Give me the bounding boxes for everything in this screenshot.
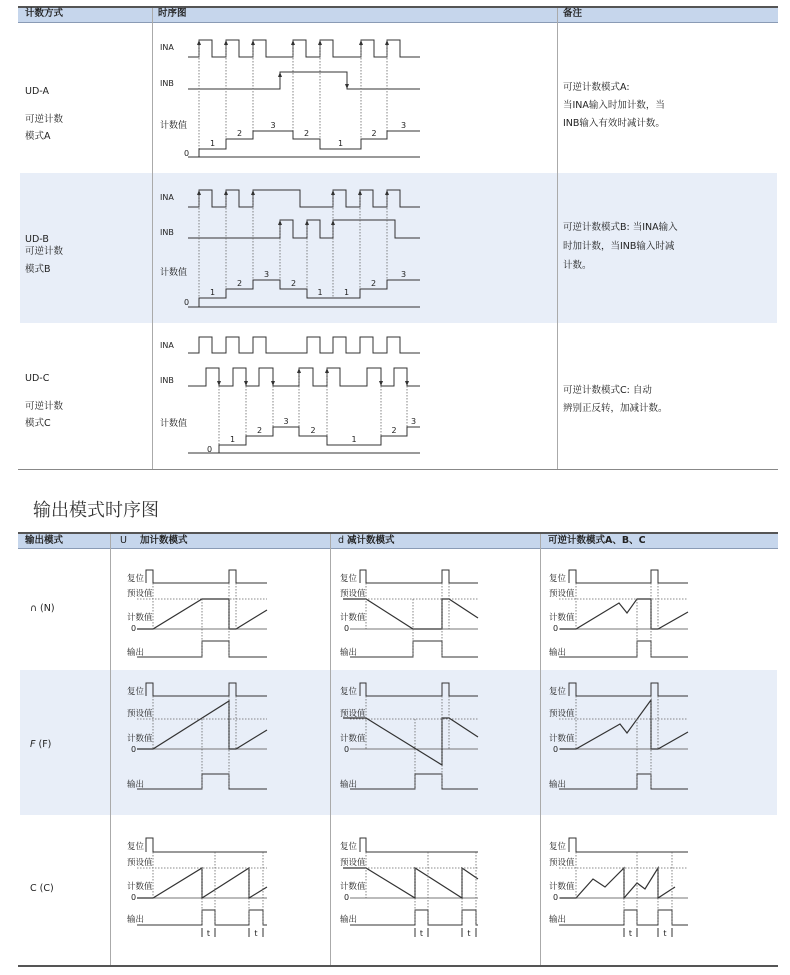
pulse-width-t-label: t: [419, 929, 424, 938]
count-value: 2: [290, 279, 297, 288]
count-value-label: 计数值: [340, 613, 366, 623]
count-waveform: [560, 700, 688, 749]
count-value: 1: [209, 139, 216, 148]
mode-label: (F): [38, 739, 52, 750]
output-label: 输出: [127, 780, 145, 790]
output-label: 输出: [549, 648, 567, 658]
count-value-label: 计数值: [127, 734, 153, 744]
count-value-label: 计数值: [549, 882, 575, 892]
output-waveform: [350, 641, 478, 657]
output-label: 输出: [549, 915, 567, 925]
output-waveform: [559, 910, 688, 925]
mode-f-glyph-icon: F: [30, 739, 36, 750]
count-value: 1: [337, 139, 344, 148]
output-label: 输出: [340, 780, 358, 790]
arrow-up-icon: [385, 40, 389, 45]
arrow-up-icon: [291, 40, 295, 45]
count-value: 1: [229, 435, 236, 444]
reset-label: 复位: [549, 574, 567, 584]
count-value: 2: [303, 129, 310, 138]
arrow-down-icon: [271, 381, 275, 386]
reset-label: 复位: [127, 574, 145, 584]
reset-label: 复位: [127, 687, 145, 697]
arrow-down-icon: [244, 381, 248, 386]
preset-label: 预设值: [340, 858, 366, 868]
reset-label: 复位: [549, 687, 567, 697]
header-timing-chart: 时序图: [158, 8, 187, 19]
output-label: 输出: [340, 915, 358, 925]
arrow-up-icon: [251, 190, 255, 195]
mode-c-glyph-icon: C: [30, 883, 37, 894]
reset-label: 复位: [340, 574, 358, 584]
mode-desc: 可逆计数: [25, 114, 64, 125]
inb-label: INB: [160, 376, 174, 385]
header-up-count: 加计数模式: [140, 535, 188, 546]
count-value: 1: [351, 435, 357, 444]
arrow-up-icon: [278, 72, 282, 77]
reset-label: 复位: [340, 687, 358, 697]
header-counting-mode: 计数方式: [25, 8, 64, 19]
header-notes: 备注: [563, 8, 583, 19]
count-value: 1: [209, 288, 216, 297]
note-line: INB输入有效时减计数。: [563, 118, 665, 129]
zero-label: 0: [184, 149, 190, 158]
preset-label: 预设值: [127, 589, 153, 599]
preset-label: 预设值: [127, 858, 153, 868]
count-value-label: 计数值: [549, 613, 575, 623]
mode-name: UD-A: [25, 86, 49, 97]
count-value: 3: [400, 121, 407, 130]
pulse-width-t-label: t: [663, 929, 667, 938]
pulse-width-t-label: t: [628, 929, 633, 938]
arrow-up-icon: [385, 190, 389, 195]
arrow-up-icon: [297, 368, 301, 373]
zero-label: 0: [207, 445, 213, 454]
reset-waveform: [569, 838, 688, 852]
reset-waveform: [360, 570, 478, 583]
arrow-up-icon: [278, 220, 282, 225]
count-value-label: 计数值: [549, 734, 575, 744]
count-value-label: 计数值: [160, 419, 188, 429]
inb-waveform: [188, 220, 420, 238]
arrow-up-icon: [251, 40, 255, 45]
count-value: 3: [270, 121, 276, 130]
ina-label: INA: [160, 341, 174, 350]
header-down-count: 减计数模式: [347, 535, 395, 546]
mode-name: UD-B: [25, 234, 49, 245]
inb-waveform: [188, 72, 420, 89]
note-line: 当INA输入时加计数，当: [563, 100, 665, 111]
up-count-glyph-icon: U: [120, 535, 127, 546]
count-value: 2: [370, 279, 377, 288]
count-value: 2: [236, 129, 243, 138]
count-value: 3: [410, 417, 417, 426]
ina-waveform: [188, 40, 420, 57]
mode-desc: 模式C: [25, 418, 51, 429]
count-value: 2: [256, 426, 263, 435]
arrow-up-icon: [318, 40, 322, 45]
count-value: 2: [391, 426, 397, 435]
count-value: 2: [371, 129, 377, 138]
arrow-up-icon: [358, 190, 362, 195]
count-value-label: 计数值: [127, 613, 153, 623]
reset-waveform: [146, 838, 267, 852]
zero-label: 0: [553, 893, 559, 902]
output-waveform: [350, 910, 478, 925]
inb-waveform: [188, 368, 420, 386]
arrow-up-icon: [224, 40, 228, 45]
mode-n-glyph-icon: ∩: [30, 603, 37, 614]
output-waveform: [350, 774, 478, 789]
reset-label: 复位: [340, 842, 358, 852]
zero-label: 0: [131, 624, 137, 633]
mode-label: (N): [40, 603, 55, 614]
header-output-mode: 输出模式: [25, 535, 64, 546]
count-value: 1: [317, 288, 323, 297]
arrow-up-icon: [197, 190, 201, 195]
count-waveform: [188, 427, 420, 453]
arrow-up-icon: [359, 40, 363, 45]
count-value: 3: [400, 270, 407, 279]
count-value-label: 计数值: [340, 734, 366, 744]
output-label: 输出: [340, 648, 358, 658]
reset-label: 复位: [549, 842, 567, 852]
zero-label: 0: [344, 624, 350, 633]
zero-label: 0: [131, 893, 137, 902]
zero-label: 0: [553, 745, 559, 754]
count-value-label: 计数值: [160, 268, 188, 278]
arrow-up-icon: [331, 190, 335, 195]
output-waveform: [559, 774, 688, 789]
reset-waveform: [569, 683, 688, 696]
reset-waveform: [146, 570, 267, 583]
count-value-label: 计数值: [160, 121, 188, 131]
count-value: 1: [343, 288, 350, 297]
count-waveform: [560, 599, 688, 629]
output-label: 输出: [549, 780, 567, 790]
pulse-width-t-label: t: [254, 929, 258, 938]
count-value: 3: [283, 417, 289, 426]
count-value: 3: [263, 270, 270, 279]
mode-desc: 模式A: [25, 131, 51, 142]
pulse-width-t-label: t: [206, 929, 211, 938]
output-label: 输出: [127, 648, 145, 658]
count-value-label: 计数值: [127, 882, 153, 892]
reset-waveform: [360, 683, 478, 696]
arrow-up-icon: [305, 220, 309, 225]
zero-label: 0: [344, 745, 350, 754]
mode-desc: 可逆计数: [25, 246, 64, 257]
ina-label: INA: [160, 43, 174, 52]
note-line: 时加计数，当INB输入时减: [563, 241, 675, 252]
inb-label: INB: [160, 79, 174, 88]
arrow-down-icon: [217, 381, 221, 386]
ina-label: INA: [160, 193, 174, 202]
note-line: 可逆计数模式C: 自动: [563, 385, 652, 396]
mode-name: UD-C: [25, 373, 50, 384]
output-waveform: [137, 641, 267, 657]
count-value-label: 计数值: [340, 882, 366, 892]
zero-label: 0: [344, 893, 350, 902]
section-title: 输出模式时序图: [33, 500, 159, 521]
output-label: 输出: [127, 915, 145, 925]
arrow-up-icon: [325, 368, 329, 373]
preset-label: 预设值: [549, 709, 575, 719]
count-waveform: [199, 280, 420, 307]
preset-label: 预设值: [549, 589, 575, 599]
arrow-up-icon: [197, 40, 201, 45]
note-line: 辨别正反转，加减计数。: [563, 403, 668, 414]
arrow-down-icon: [379, 381, 383, 386]
output-waveform: [559, 641, 688, 657]
arrow-up-icon: [224, 190, 228, 195]
arrow-down-icon: [405, 381, 409, 386]
ina-waveform: [188, 190, 420, 207]
preset-label: 预设值: [340, 589, 366, 599]
mode-desc: 可逆计数: [25, 401, 64, 412]
mode-label: (C): [39, 883, 54, 894]
note-line: 可逆计数模式A:: [563, 82, 630, 93]
ina-waveform: [188, 337, 420, 353]
reset-waveform: [360, 838, 478, 852]
zero-label: 0: [553, 624, 559, 633]
reset-waveform: [569, 570, 688, 583]
count-value: 2: [310, 426, 316, 435]
down-count-glyph-icon: d: [338, 535, 345, 546]
zero-label: 0: [184, 298, 190, 307]
preset-label: 预设值: [549, 858, 575, 868]
arrow-down-icon: [345, 84, 349, 89]
count-waveform: [199, 131, 420, 157]
header-reversible-count: 可逆计数模式A、B、C: [548, 535, 646, 546]
mode-desc: 模式B: [25, 264, 51, 275]
note-line: 计数。: [563, 260, 592, 271]
reset-waveform: [146, 683, 267, 696]
reset-label: 复位: [127, 842, 145, 852]
count-value: 2: [236, 279, 243, 288]
zero-label: 0: [131, 745, 137, 754]
preset-label: 预设值: [127, 709, 153, 719]
inb-label: INB: [160, 228, 174, 237]
arrow-up-icon: [331, 220, 335, 225]
pulse-width-t-label: t: [467, 929, 471, 938]
preset-label: 预设值: [340, 709, 366, 719]
note-line: 可逆计数模式B: 当INA输入: [563, 222, 678, 233]
